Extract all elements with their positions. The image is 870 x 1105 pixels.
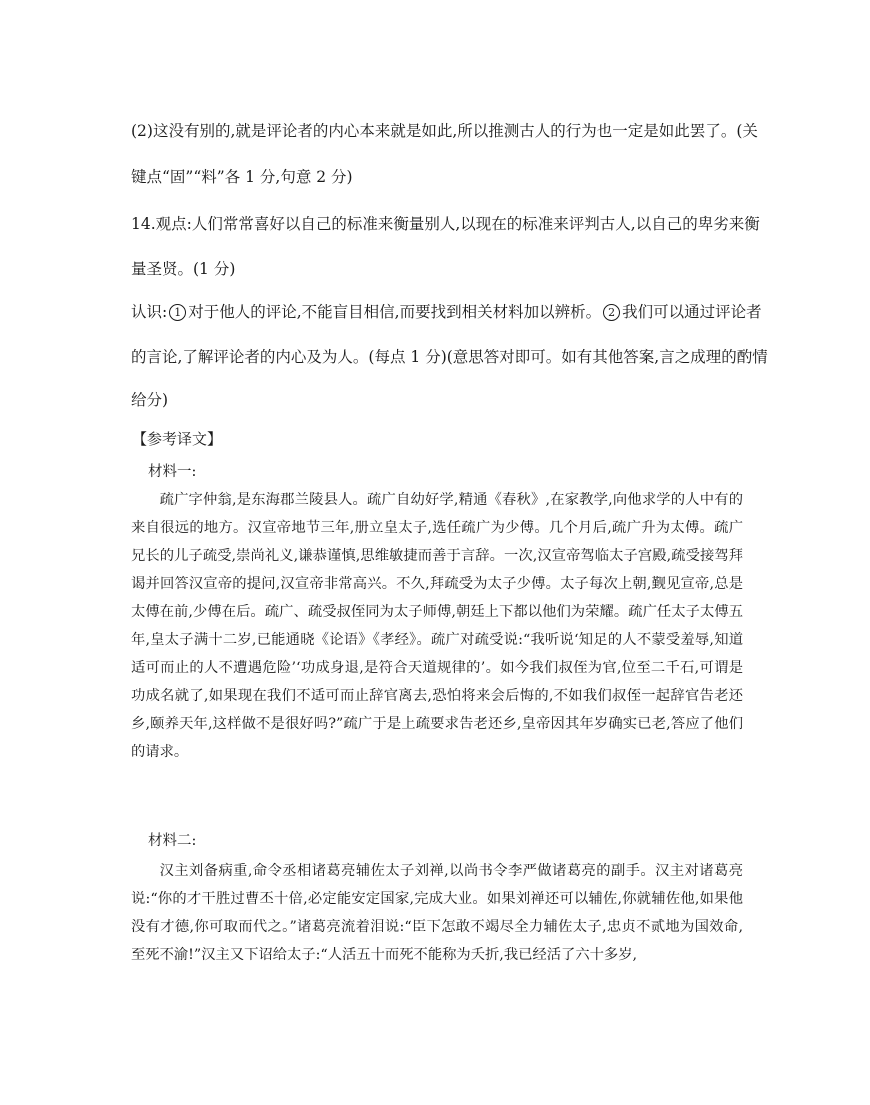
material-2-body xyxy=(131,857,743,969)
material-2-label: 材料二: xyxy=(148,833,197,849)
recognition-line-3: 给分) xyxy=(131,391,169,409)
circled-number-2: 2 xyxy=(603,304,620,321)
recognition-line-1 xyxy=(131,301,762,323)
circled-number-1: 1 xyxy=(169,304,186,321)
reference-translation-heading: 【参考译文】 xyxy=(132,430,223,448)
answer-2-line-1: (2)这没有别的,就是评论者的内心本来就是如此,所以推测古人的行为也一定是如此罢了。(关 xyxy=(131,122,758,140)
answer-2-line-2: 键点“固”“料”各 1 分,句意 2 分) xyxy=(131,168,353,186)
material-1-label: 材料一: xyxy=(148,464,197,480)
question-14-viewpoint-line-2: 量圣贤。(1 分) xyxy=(131,260,236,278)
material-2-paragraph: 汉主刘备病重,命令丞相诸葛亮辅佐太子刘禅,以尚书令李严做诸葛亮的副手。汉主对诸葛亮说:“你的才干胜过曹丕十倍,必定能安定国家,完成大业。如果刘禅还可以辅佐,你就辅佐他,如果他没有才德,你可取而代之。”诸葛亮流着泪说:“臣下怎敢不竭尽全力辅佐太子,忠贞不贰地为国效命,至死不渝!”汉主又下诏给太子:“人活五十而死不能称为夭折,我已经活了六十多岁, xyxy=(131,863,743,963)
question-14-viewpoint-line-1: 14.观点:人们常常喜好以自己的标准来衡量别人,以现在的标准来评判古人,以自己的卑劣来衡 xyxy=(131,215,760,233)
recognition-point-1: 对于他人的评论,不能盲目相信,而要找到相关材料加以辨析。 xyxy=(188,303,602,321)
recognition-line-2: 的言论,了解评论者的内心及为人。(每点 1 分)(意思答对即可。如有其他答案,言之成理的酌情 xyxy=(131,348,768,366)
material-1-body xyxy=(131,486,743,766)
recognition-point-2-start: 我们可以通过评论者 xyxy=(622,303,762,321)
recognition-prefix: 认识: xyxy=(131,303,168,321)
material-1-paragraph: 疏广字仲翁,是东海郡兰陵县人。疏广自幼好学,精通《春秋》,在家教学,向他求学的人中有的来自很远的地方。汉宣帝地节三年,册立皇太子,选任疏广为少傅。几个月后,疏广升为太傅。疏广兄长的儿子疏受,崇尚礼义,谦恭谨慎,思维敏捷而善于言辞。一次,汉宣帝驾临太子宫殿,疏受接驾拜谒并回答汉宣帝的提问,汉宣帝非常高兴。不久,拜疏受为太子少傅。太子每次上朝,觐见宣帝,总是太傅在前,少傅在后。疏广、疏受叔侄同为太子师傅,朝廷上下都以他们为荣耀。疏广任太子太傅五年,皇太子满十二岁,已能通晓《论语》《孝经》。疏广对疏受说:“我听说‘知足的人不蒙受羞辱,知道适可而止的人不遭遇危险’‘功成身退,是符合天道规律的’。如今我们叔侄为官,位至二千石,可谓是功成名就了,如果现在我们不适可而止辞官离去,恐怕将来会后悔的,不如我们叔侄一起辞官告老还乡,颐养天年,这样做不是很好吗?”疏广于是上疏要求告老还乡,皇帝因其年岁确实已老,答应了他们的请求。 xyxy=(131,492,743,760)
